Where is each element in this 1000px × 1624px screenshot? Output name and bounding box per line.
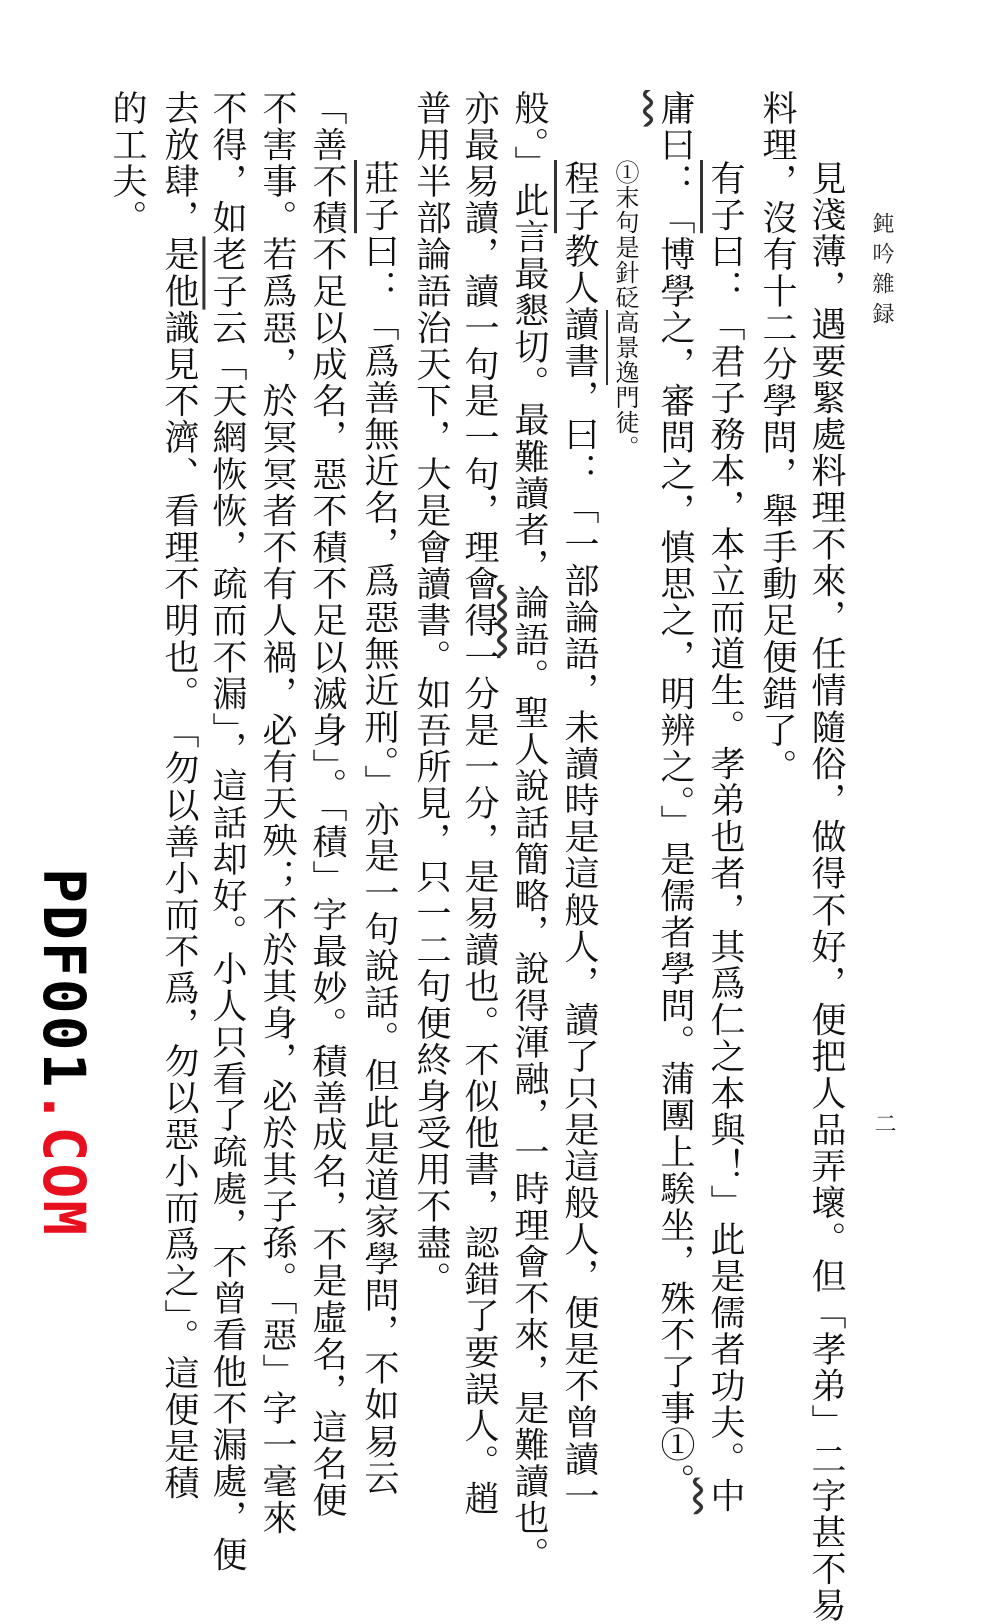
footnote-column — [612, 160, 638, 460]
text-segment: 曰：「君子務本，本立而道生。孝弟也者，其爲仁之本與！」此是儒者功夫。 — [705, 233, 745, 1478]
book-title: 中 — [705, 1477, 745, 1515]
proper-name: 莊子 — [359, 160, 399, 234]
watermark-part-1: PDF001 — [30, 868, 98, 1090]
book-title: 庸 — [655, 90, 695, 127]
text-segment: 曰：「爲善無近名，爲惡無近刑。」亦是一句說話。但此是道家學問，不如易云 — [359, 233, 399, 1497]
text-column: 不害事。若爲惡，於冥冥者不有人禍，必有天殃；不於其身，必於其子孫。「惡」字一毫來 — [257, 90, 297, 1537]
text-segment: 云「天網恢恢，疏而不漏」，這話却好。小人只看了疏處，不曾看他不漏處，便 — [207, 309, 247, 1574]
proper-name: 程子 — [559, 160, 599, 234]
text-column: 「善不積不足以成名，惡不積不足以滅身」。「積」字最妙。積善成名，不是虛名，這名便 — [307, 90, 347, 1519]
proper-name: 有子 — [705, 160, 745, 234]
text-segment: ①末句是針砭 — [611, 160, 639, 310]
text-column: 見淺薄，遇要緊處料理不來，任情隨俗，做得不好，便把人品弄壞。但「孝弟」二字甚不易 — [806, 160, 846, 1624]
text-segment: 般。」此言最懇切。最難讀者， — [509, 90, 549, 585]
text-column — [560, 160, 598, 1514]
text-column: 亦最易讀，讀一句是一句，理會得一分是一分，是易讀也。不似他書，認錯了要誤人。趙 — [459, 90, 499, 1518]
text-segment: 不得，如 — [207, 90, 247, 237]
book-title: 論語 — [509, 584, 549, 659]
proper-name: 高景逸 — [611, 310, 639, 385]
text-column: 料理，沒有十二分學問，舉手動足便錯了。 — [757, 90, 797, 786]
text-column — [360, 160, 398, 1497]
text-column: 的工夫。 — [107, 90, 147, 237]
text-column — [208, 90, 246, 1573]
text-column — [510, 90, 548, 1573]
text-column: 去放肆，是他識見不濟、看理不明也。 「勿以善小而不爲，勿以惡小而爲之」。這便是積 — [159, 90, 199, 1502]
text-column — [412, 90, 450, 1298]
running-header: 鈍吟雜録 — [869, 212, 894, 332]
text-segment: 曰：「博學之，審問之，慎思之，明辨之。」是儒者學問。蒲團上騃坐，殊不了事①。 — [655, 126, 695, 1500]
text-segment: 門徒。 — [611, 385, 639, 460]
text-column — [706, 160, 744, 1514]
text-segment: 。聖人說話簡略，說得渾融，一時理會不來，是難讀也。 — [509, 658, 549, 1574]
page-number: 二 — [871, 1112, 896, 1134]
text-segment: 教人讀書，曰：「一部論語，未讀時是這般人，讀了只是這般人，便是不曾讀一 — [559, 233, 599, 1515]
watermark-logo — [30, 868, 98, 1237]
proper-name: 老子 — [207, 236, 247, 310]
watermark-part-2: .COM — [30, 1089, 98, 1238]
text-segment: 普用半部論語治天下，大是會讀書。如吾所見，只一二句便終身受用不盡。 — [411, 90, 451, 1298]
text-column — [656, 90, 694, 1500]
